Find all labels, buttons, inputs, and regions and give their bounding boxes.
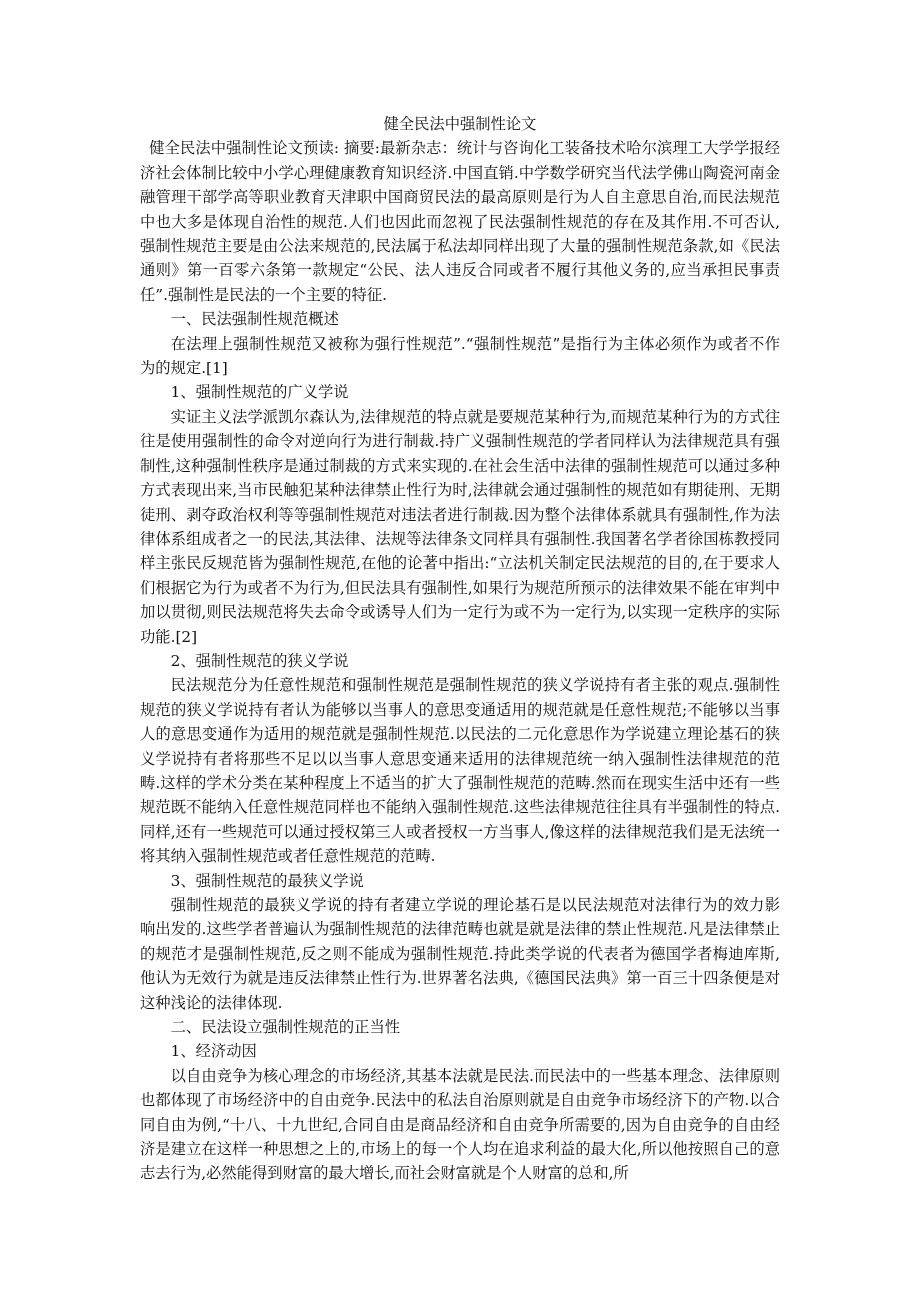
body-paragraph: 实证主义法学派凯尔森认为,法律规范的特点就是要规范某种行为,而规范某种行为的方式往往是使用强制性的命令对逆向行为进行制裁.持广义强制性规范的学者同样认为法律规范具有强制性,这种强制性秩序是通过制裁的方式来实现的.在社会生活中法律的强制性规范可以通过多种方式表现出来,当市民触犯某种法律禁止性行为时,法律就会通过强制性的规范如有期徒刑、无期徒刑、剥夺政治权利等等强制性规范对违法者进行制裁.因为整个法律体系就具有强制性,作为法律体系组成者之一的民法,其法律、法规等法律条文同样具有强制性.我国著名学者徐国栋教授同样主张民反规范皆为强制性规范,在他的论著中指出:“立法机关制定民法规范的目的,在于要求人们根据它为行为或者不为行为,但民法具有强制性,如果行为规范所预示的法律效果不能在审判中加以贯彻,则民法规范将失去命令或诱导人们为一定行为或不为一定行为,以实现一定秩序的实际功能.[2]	[140, 407, 780, 646]
subsection-heading-2-1: 1、经济动因	[170, 1042, 257, 1061]
section-heading-2: 二、民法设立强制性规范的正当性	[170, 1018, 401, 1037]
document-page	[140, 112, 780, 1186]
body-paragraph: 在法理上强制性规范又被称为强行性规范”.“强制性规范”是指行为主体必须作为或者不作为的规定.[1]	[140, 334, 780, 378]
subsection-heading-1-2: 2、强制性规范的狭义学说	[170, 651, 349, 670]
abstract-paragraph: 健全民法中强制性论文预读: 摘要:最新杂志：统计与咨询化工装备技术哈尔滨理工大学学报经济社会体制比较中小学心理健康教育知识经济.中国直销.中学数学研究当代法学佛山陶瓷河南金融管理干部学高等职业教育天津职中国商贸民法的最高原则是行为人自主意思自治,而民法规范中也大多是体现自治性的规范.人们也因此而忽视了民法强制性规范的存在及其作用.不可否认,强制性规范主要是由公法来规范的,民法属于私法却同样出现了大量的强制性规范条款,如《民法通则》第一百零六条第一款规定“公民、法人违反合同或者不履行其他义务的,应当承担民事责任”.强制性是民法的一个主要的特征.	[140, 139, 780, 304]
document-title: 健全民法中强制性论文	[383, 115, 537, 133]
subsection-heading-1-1: 1、强制性规范的广义学说	[170, 383, 349, 402]
body-paragraph: 以自由竞争为核心理念的市场经济,其基本法就是民法.而民法中的一些基本理念、法律原则也都体现了市场经济中的自由竞争.民法中的私法自治原则就是自由竞争市场经济下的产物.以合同自由为例,“十八、十九世纪,合同自由是商品经济和自由竞争所需要的,因为自由竞争的自由经济是建立在这样一种思想之上的,市场上的每一个人均在追求利益的最大化,所以他按照自己的意志去行为,必然能得到财富的最大增长,而社会财富就是个人财富的总和,所	[140, 1066, 780, 1183]
body-paragraph: 民法规范分为任意性规范和强制性规范是强制性规范的狭义学说持有者主张的观点.强制性规范的狭义学说持有者认为能够以当事人的意思变通适用的规范就是任意性规范;不能够以当事人的意思变通作为适用的规范就是强制性规范.以民法的二元化意思作为学说建立理论基石的狭义学说持有者将那些不足以以当事人意思变通来适用的法律规范统一纳入强制性法律规范的范畴.这样的学术分类在某种程度上不适当的扩大了强制性规范的范畴.然而在现实生活中还有一些规范既不能纳入任意性规范同样也不能纳入强制性规范.这些法律规范往往具有半强制性的特点.同样,还有一些规范可以通过授权第三人或者授权一方当事人,像这样的法律规范我们是无法统一将其纳入强制性规范或者任意性规范的范畴.	[140, 676, 780, 866]
body-paragraph: 强制性规范的最狭义学说的持有者建立学说的理论基石是以民法规范对法律行为的效力影响出发的.这些学者普遍认为强制性规范的法律范畴也就是就是法律的禁止性规范.凡是法律禁止的规范才是强制性规范,反之则不能成为强制性规范.持此类学说的代表者为德国学者梅迪库斯,他认为无效行为就是违反法律禁止性行为.世界著名法典,《德国民法典》第一百三十四条便是对这种浅论的法律体现.	[140, 896, 780, 1012]
document-body	[140, 136, 780, 1185]
section-heading-1: 一、民法强制性规范概述	[170, 310, 339, 329]
subsection-heading-1-3: 3、强制性规范的最狭义学说	[170, 871, 364, 890]
